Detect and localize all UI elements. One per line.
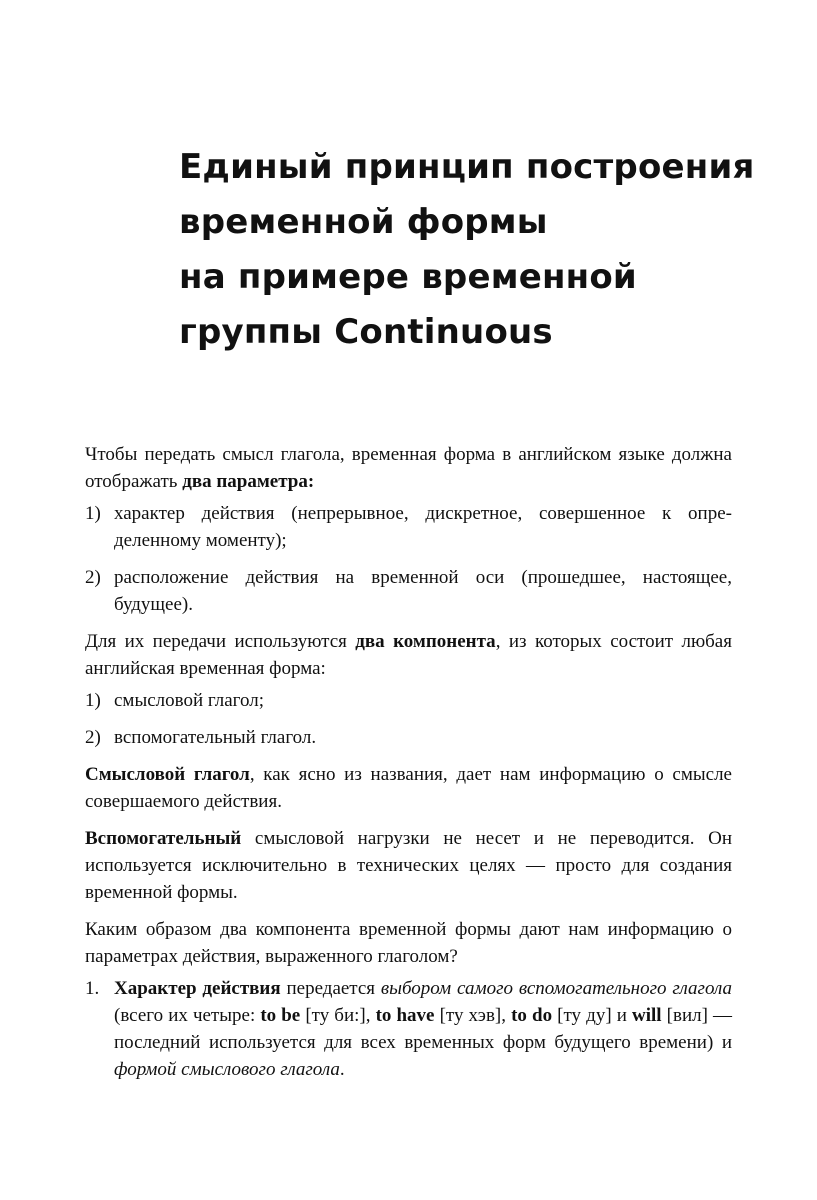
auxiliary-verb-bold: Вспомогательный bbox=[85, 828, 242, 849]
parameter-text-2: расположение действия на временной оси (прошедшее, настоящее, будущее). bbox=[114, 567, 732, 615]
intro-bold: два параметра: bbox=[182, 471, 315, 492]
pron-to-be: [ту би:], bbox=[300, 1005, 376, 1026]
components-text-after: , из которых состоит любая английская временная форма: bbox=[85, 631, 732, 679]
components-paragraph bbox=[85, 628, 732, 682]
semantic-verb-bold: Смысловой глагол bbox=[85, 764, 250, 785]
title-line-2: временной формы bbox=[179, 202, 548, 242]
pron-will: [вил] — последний используется для всех временных форм будущего времени) и bbox=[114, 1005, 733, 1053]
chapter-title bbox=[179, 140, 779, 360]
component-item-1 bbox=[85, 687, 732, 714]
title-line-3: на примере временной bbox=[179, 257, 637, 297]
components-bold: два компонента bbox=[355, 631, 496, 652]
pron-to-have: [ту хэв], bbox=[434, 1005, 512, 1026]
title-line-4: группы Continuous bbox=[179, 312, 553, 352]
semantic-verb-text: , как ясно из названия, дает нам информацию о смысле совершаемого действия. bbox=[85, 764, 732, 812]
verb-will: will bbox=[632, 1005, 662, 1026]
parameter-number-2: 2) bbox=[85, 567, 101, 588]
pron-to-do: [ту ду] и bbox=[552, 1005, 632, 1026]
component-item-2 bbox=[85, 724, 732, 751]
component-number-1: 1) bbox=[85, 690, 101, 711]
point1-end: . bbox=[339, 1059, 345, 1080]
auxiliary-verb-text: смысловой нагрузки не несет и не переводится. Он используется исключительно в технических целях — просто для создания временной формы. bbox=[85, 828, 732, 903]
title-line-1: Единый принцип построения bbox=[179, 147, 755, 187]
parameter-item-2 bbox=[85, 564, 732, 618]
point-number-1: 1. bbox=[85, 978, 100, 999]
intro-text: Чтобы передать смысл глагола, временная форма в английском языке должна отображать bbox=[85, 444, 732, 492]
verb-to-do: to do bbox=[511, 1005, 553, 1026]
verb-to-be: to be bbox=[260, 1005, 301, 1026]
question-paragraph bbox=[85, 916, 732, 970]
point1-italic-2: формой смыслового глагола bbox=[114, 1059, 340, 1080]
auxiliary-verb-paragraph bbox=[85, 825, 732, 906]
components-text-before: Для их передачи используются bbox=[85, 631, 356, 652]
point1-italic-1: выбором самого вспомогательного глагола bbox=[380, 978, 732, 999]
parameter-number-1: 1) bbox=[85, 503, 101, 524]
component-text-2: вспомогательный глагол. bbox=[114, 727, 317, 748]
component-number-2: 2) bbox=[85, 727, 101, 748]
point1-bold-lead: Характер действия bbox=[114, 978, 281, 999]
point-item-1 bbox=[85, 975, 732, 1083]
point1-text-2: (всего их четыре: bbox=[114, 1005, 261, 1026]
body-text bbox=[85, 441, 732, 1083]
intro-paragraph bbox=[85, 441, 732, 495]
parameter-text-1: характер действия (непрерывное, дискретное, совершенное к определенному моменту); bbox=[114, 503, 732, 551]
point1-text-1: передается bbox=[280, 978, 381, 999]
parameter-item-1 bbox=[85, 500, 732, 554]
component-text-1: смысловой глагол; bbox=[114, 690, 264, 711]
semantic-verb-paragraph bbox=[85, 761, 732, 815]
question-text: Каким образом два компонента временной формы дают нам информацию о параметрах действия, выраженного глаголом? bbox=[85, 919, 732, 967]
verb-to-have: to have bbox=[375, 1005, 435, 1026]
